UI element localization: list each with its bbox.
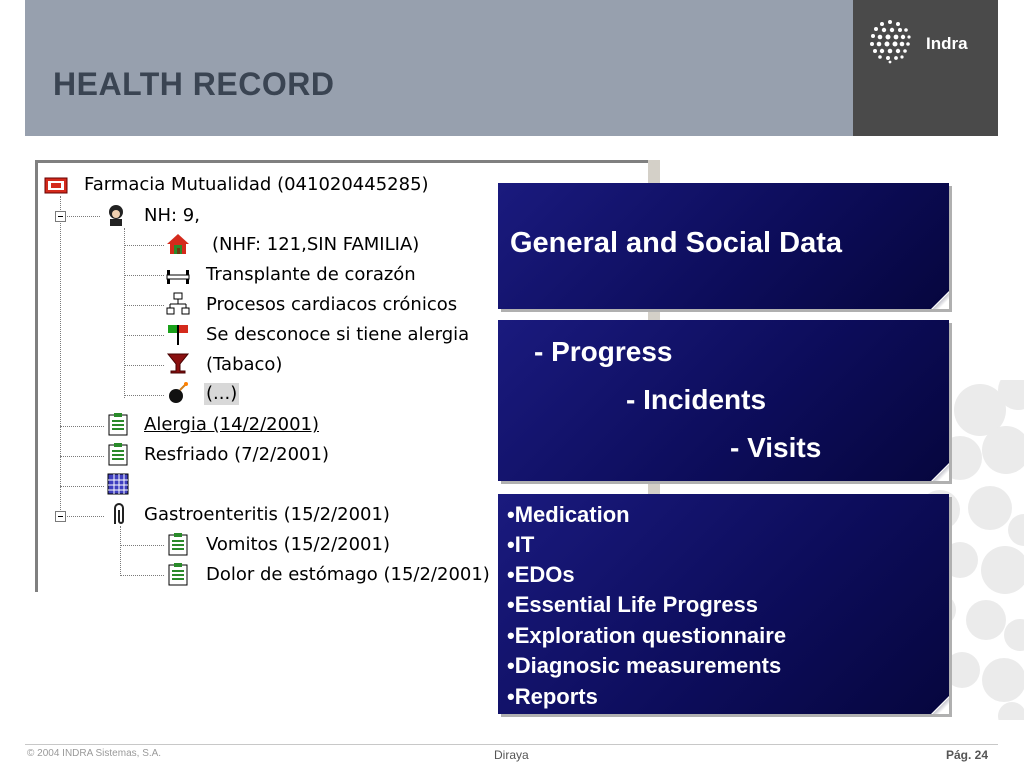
tree-line: [124, 335, 164, 336]
page-number: Pág. 24: [946, 748, 989, 762]
bullet-item: •IT: [507, 532, 535, 557]
tree-item[interactable]: Dolor de estómago (15/2/2001): [206, 564, 490, 585]
clipboard-icon: [166, 562, 190, 586]
tree-item-alergia[interactable]: Alergia (14/2/2001): [144, 414, 319, 435]
tree-line: [124, 395, 164, 396]
page-curl: [933, 465, 949, 481]
bullet-item: •Medication: [507, 502, 630, 527]
tree-line: [60, 456, 104, 457]
bullet-item: •Exploration questionnaire: [507, 623, 787, 648]
indra-logo: [853, 0, 998, 136]
tree-line: [124, 305, 164, 306]
tree-line: [120, 575, 164, 576]
tree-line: [124, 228, 125, 398]
medication-list-panel: [498, 494, 949, 714]
tree-item-resfriado[interactable]: Resfriado (7/2/2001): [144, 444, 329, 465]
clipboard-icon: [106, 412, 130, 436]
tree-line: [60, 196, 61, 514]
tree-line: [124, 275, 164, 276]
home-icon: [166, 232, 190, 256]
pharmacy-icon: [44, 173, 68, 197]
logo-text: Indra: [926, 34, 968, 53]
tree-item-selected[interactable]: (...): [206, 383, 238, 404]
page-curl: [933, 293, 949, 309]
glass-icon: [166, 351, 190, 375]
page-title: HEALTH RECORD: [53, 66, 335, 102]
clipboard-icon: [106, 442, 130, 466]
hospital-bed-icon: [166, 262, 190, 286]
bullet-item: •Essential Life Progress: [507, 592, 759, 617]
bullet-item: •Diagnosic measurements: [507, 653, 782, 678]
bomb-icon: [166, 381, 190, 405]
tree-item[interactable]: Transplante de corazón: [206, 264, 416, 285]
bullet-item: •EDOs: [507, 562, 575, 587]
tree-item-nh[interactable]: NH: 9,: [144, 205, 200, 226]
indra-dot-globe-icon: [867, 18, 913, 64]
bullet-item: •Reports: [507, 684, 598, 709]
general-social-data-panel: [498, 183, 949, 309]
tree-item-gastro[interactable]: Gastroenteritis (15/2/2001): [144, 504, 390, 525]
tree-item-root[interactable]: Farmacia Mutualidad (041020445285): [84, 174, 429, 195]
tree-line: [60, 426, 104, 427]
tree-line: [124, 365, 164, 366]
tree-line: [124, 245, 164, 246]
calendar-grid-icon: [106, 472, 130, 496]
tree-line: [120, 545, 164, 546]
collapse-toggle-gastro[interactable]: [55, 511, 66, 522]
tree-line: [60, 486, 104, 487]
footer-divider: [25, 744, 998, 745]
tree-item[interactable]: Se desconoce si tiene alergia: [206, 324, 470, 345]
footer-center: Diraya: [494, 748, 529, 762]
tree-item[interactable]: Vomitos (15/2/2001): [206, 534, 390, 555]
panel-item-visits: - Visits: [730, 432, 822, 463]
tree-line: [120, 526, 121, 576]
paperclip-icon: [106, 502, 130, 526]
page-curl: [933, 698, 949, 714]
patient-icon: [104, 203, 128, 227]
clipboard-icon: [166, 532, 190, 556]
footer-copyright: © 2004 INDRA Sistemas, S.A.: [27, 748, 162, 759]
allergy-flags-icon: [166, 322, 190, 346]
tree-item[interactable]: (Tabaco): [206, 354, 283, 375]
tree-line: [60, 216, 100, 217]
tree-item[interactable]: Procesos cardiacos crónicos: [206, 294, 458, 315]
collapse-toggle-nh[interactable]: [55, 211, 66, 222]
panel-item-progress: - Progress: [534, 336, 673, 367]
panel-item-incidents: - Incidents: [626, 384, 767, 415]
progress-panel: [498, 320, 949, 481]
tree-line: [60, 516, 104, 517]
process-diagram-icon: [166, 292, 190, 316]
tree-item[interactable]: (NHF: 121,SIN FAMILIA): [212, 234, 420, 255]
panel-title-general: General and Social Data: [510, 227, 843, 259]
